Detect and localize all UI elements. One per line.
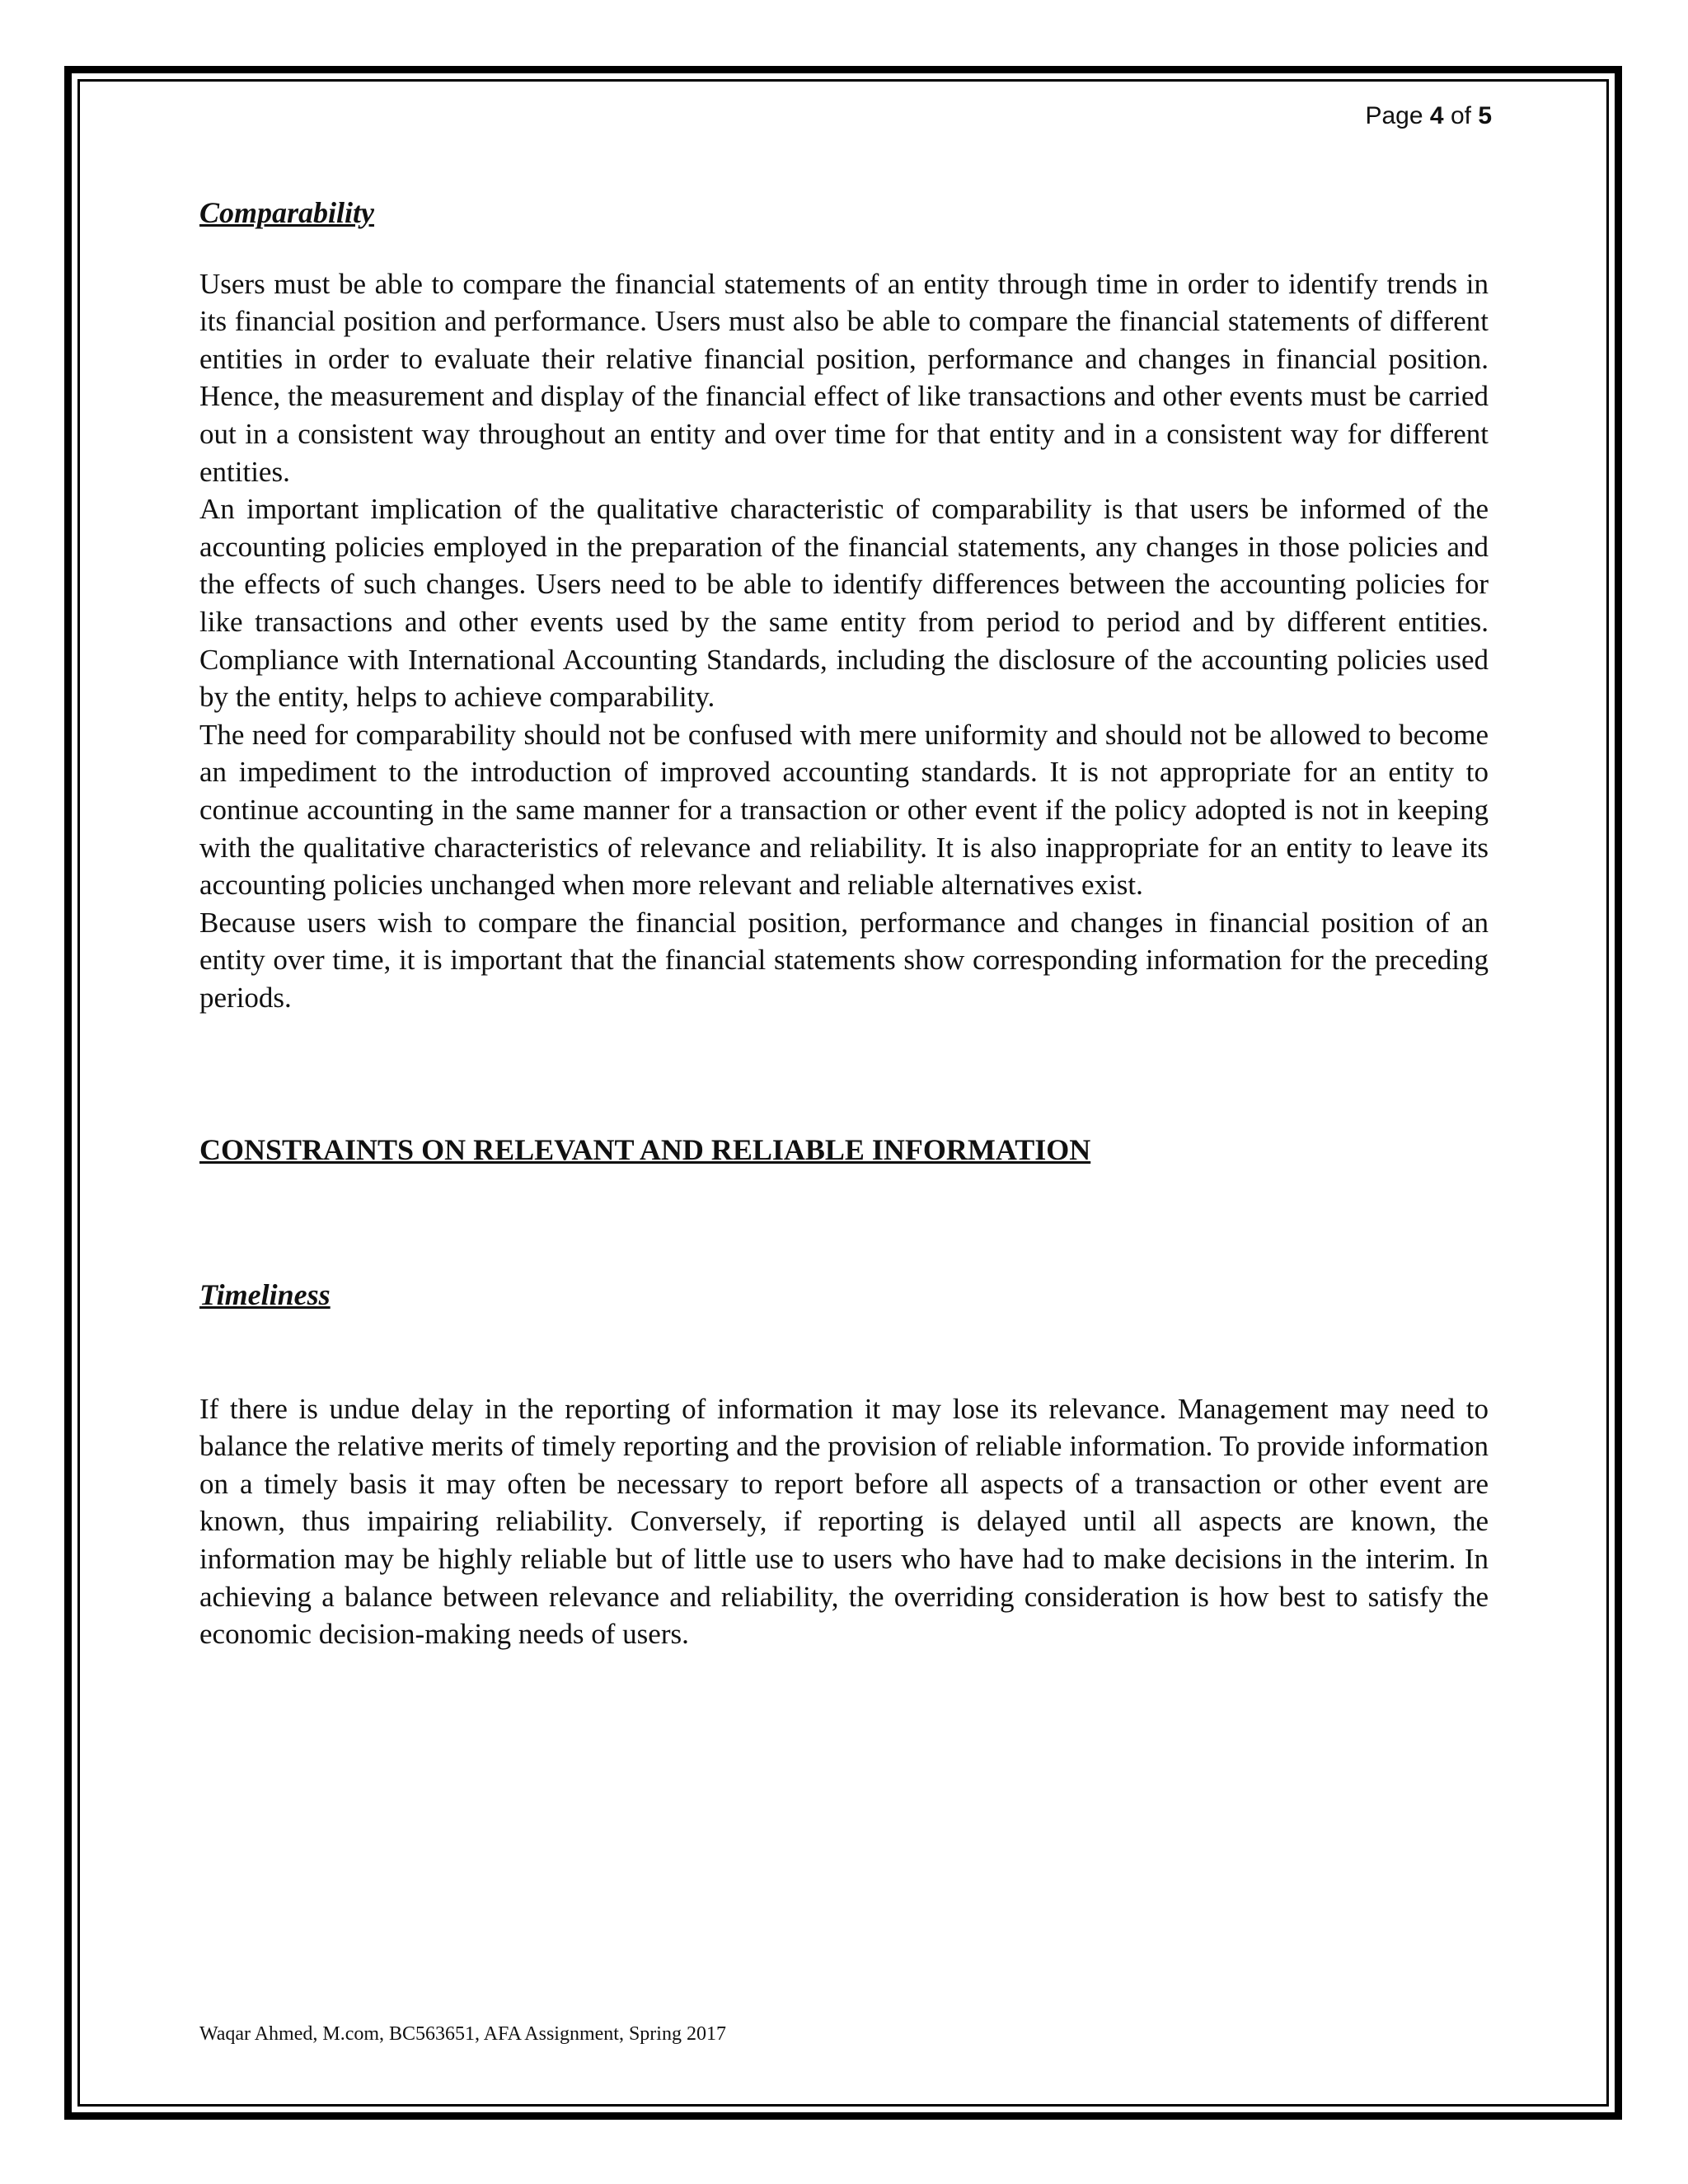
page-prefix: Page xyxy=(1365,102,1423,129)
heading-timeliness: Timeliness xyxy=(199,1278,331,1312)
paragraph-comparability-1: Users must be able to compare the financial statements of an entity through time in order to identify trends in its financial position and performance. Users must also be able to compare the financial statements of different entities in order to evaluate their relative financial position, performance and changes in financial position. Hence, the measurement and display of the financial effect of like transactions and other events must be carried out in a consistent way throughout an entity and over time for that entity and in a consistent way for different entities. xyxy=(199,267,1489,488)
spacer xyxy=(199,1315,1489,1390)
heading-comparability: Comparability xyxy=(199,196,375,229)
page-of: of xyxy=(1450,102,1471,129)
document-body xyxy=(199,194,1489,1653)
spacer xyxy=(199,1016,1489,1132)
paragraph-timeliness-1: If there is undue delay in the reporting of information it may lose its relevance. Management may need to balance the relative merits of timely reporting and the provision of reliable information. To provide information on a timely basis it may often be necessary to report before all aspects of a transaction or other event are known, thus impairing reliability. Conversely, if reporting is delayed until all aspects are known, the information may be highly reliable but of little use to users who have had to make decisions in the interim. In achieving a balance between relevance and reliability, the overriding consideration is how best to satisfy the economic decision-making needs of users. xyxy=(199,1392,1489,1651)
spacer xyxy=(199,232,1489,265)
footer-text: Waqar Ahmed, M.com, BC563651, AFA Assignment, Spring 2017 xyxy=(199,2023,726,2045)
page-total: 5 xyxy=(1478,102,1492,129)
page-current: 4 xyxy=(1429,102,1444,129)
paragraph-comparability-4: Because users wish to compare the financial position, performance and changes in financial position of an entity over time, it is important that the financial statements show corresponding information for the preceding periods. xyxy=(199,906,1489,1014)
heading-constraints: CONSTRAINTS ON RELEVANT AND RELIABLE INFORMATION xyxy=(199,1133,1091,1167)
page-number xyxy=(1365,102,1492,130)
paragraph-comparability-2: An important implication of the qualitative characteristic of comparability is that users be informed of the accounting policies employed in the preparation of the financial statements, any changes in those policies and the effects of such changes. Users need to be able to identify differences between the accounting policies for like transactions and other events used by the same entity from period to period and by different entities. Compliance with International Accounting Standards, including the disclosure of the accounting policies used by the entity, helps to achieve comparability. xyxy=(199,493,1489,714)
paragraph-comparability-3: The need for comparability should not be confused with mere uniformity and should not be allowed to become an impediment to the introduction of improved accounting standards. It is not appropriate for an entity to continue accounting in the same manner for a transaction or other event if the policy adopted is not in keeping with the qualitative characteristics of relevance and reliability. It is also inappropriate for an entity to leave its accounting policies unchanged when more relevant and reliable alternatives exist. xyxy=(199,718,1489,902)
spacer xyxy=(199,1169,1489,1277)
